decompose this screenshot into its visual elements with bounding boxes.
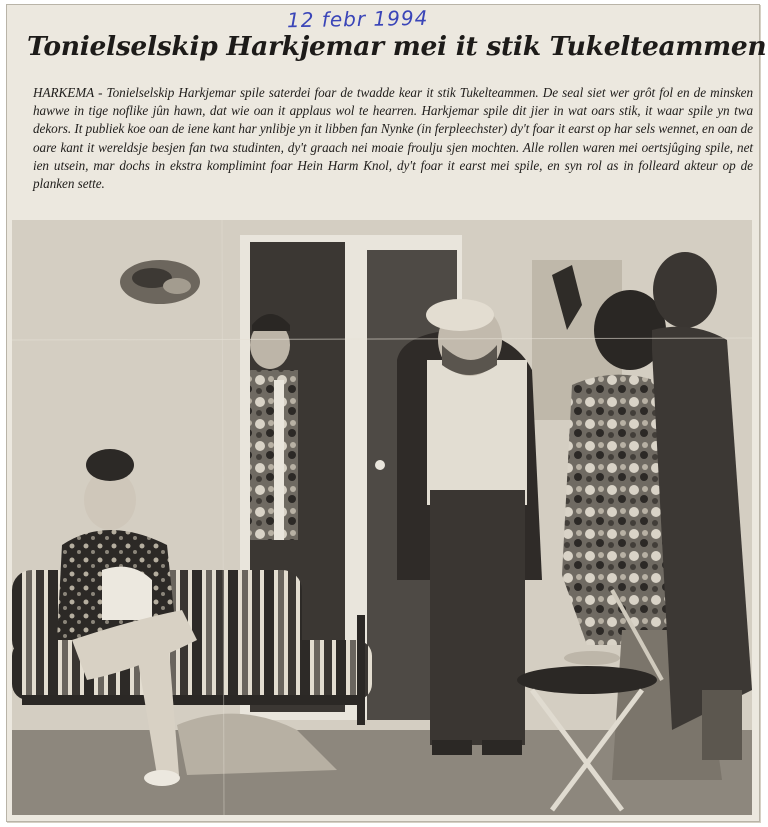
- handwritten-date: 12 febr 1994: [286, 5, 429, 33]
- door-knob: [375, 460, 385, 470]
- article-body: - Tonielselskip Harkjemar spile saterdei foar de twadde kear it stik Tukelteammen. De seal siet wer grôt fol en de minsken hawwe in tige noflike jûn hawn, dat wie oan it applaus wol te hearren. Harkjemar spile dit jier in wat oars stik, it waar spile yn twa dekors. It publiek koe oan de iene kant har ynlibje yn it libben fan Nynke (in ferpleechster) dy't foar it earst op har sels wennet, en oan de oare kant it wereldsje besjen fan twa studinten, dy't graach nei moaie froulju sjen mochten. Alle rollen waren mei oertsjûging spile, net ien utsein, mar dochs in ekstra komplimint foar Hein Harm Knol, dy't foar it earst mei spile, en syn rol as in folleard akteur op de planken sette.: [33, 85, 753, 192]
- photo-illustration: [12, 220, 752, 815]
- article-dateline: HARKEMA: [33, 85, 94, 100]
- wall-wreath: [120, 260, 200, 304]
- theatre-photo: [12, 220, 752, 815]
- article-text: [33, 84, 753, 193]
- headline: Tonielselskip Harkjemar mei it stik Tukelteammen: [27, 31, 767, 62]
